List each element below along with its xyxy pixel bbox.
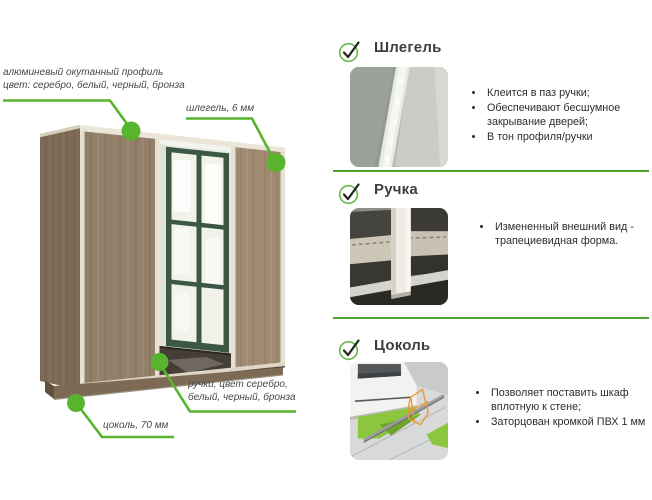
checkmark-icon: [338, 338, 361, 361]
tsokol-bullets: [476, 386, 652, 430]
callout-dot-plinth: [67, 394, 85, 412]
tsokol-photo-image: [350, 362, 448, 460]
section-separator: [333, 170, 649, 172]
shlegel-bullets: [472, 86, 650, 145]
callout-label-profile: [3, 66, 185, 92]
callout-dot-shlegel: [267, 153, 286, 172]
bullet-item: • Клеится в паз ручки;: [485, 86, 650, 100]
callout-profile-line2: цвет: серебро, белый, черный, бронза: [3, 80, 185, 91]
section-separator: [333, 317, 649, 319]
callout-label-plinth: [103, 419, 168, 432]
wardrobe-right-door: [236, 147, 281, 371]
bullet-item: • Позволяет поставить шкаф вплотную к стене;: [489, 386, 652, 414]
ruchka-photo-image: [350, 208, 448, 305]
ruchka-photo: [350, 208, 448, 305]
bullet-item: • Заторцован кромкой ПВХ 1 мм: [489, 415, 652, 429]
section-header-ruchka: [338, 178, 418, 205]
callout-plinth-line1: цоколь, 70 мм: [103, 420, 169, 431]
callout-label-handles: [188, 378, 296, 404]
callout-dot-profile: [122, 122, 141, 141]
section-title: Шлегель: [374, 39, 442, 56]
section-title: Ручка: [374, 181, 418, 198]
callout-profile-line1: алюминевый окутанный профиль: [3, 67, 164, 78]
bullet-item: • Измененный внешний вид - трапециевидная форма.: [493, 220, 651, 248]
checkmark-icon: [338, 40, 361, 63]
bullet-item: • Обеспечивают бесшумное закрывание дверей;: [485, 101, 650, 129]
checkmark-icon: [338, 182, 361, 205]
section-title: Цоколь: [374, 337, 431, 354]
shlegel-photo-image: [350, 67, 448, 167]
callout-handles-line2: белый, черный, бронза: [188, 392, 296, 403]
callout-label-shlegel: [186, 102, 254, 115]
features-column: [330, 0, 652, 500]
tsokol-photo: [350, 362, 448, 460]
callout-handles-line1: ручки, цвет серебро,: [188, 379, 288, 390]
callout-line-profile: [3, 101, 130, 129]
callout-shlegel-line1: шлегель, 6 мм: [186, 103, 255, 114]
callout-dot-handles: [151, 353, 169, 371]
shlegel-photo: [350, 67, 448, 167]
ruchka-bullets: [480, 220, 651, 249]
section-header-tsokol: [338, 334, 430, 361]
section-header-shlegel: [338, 36, 442, 63]
bullet-item: • В тон профиля/ручки: [485, 130, 650, 144]
